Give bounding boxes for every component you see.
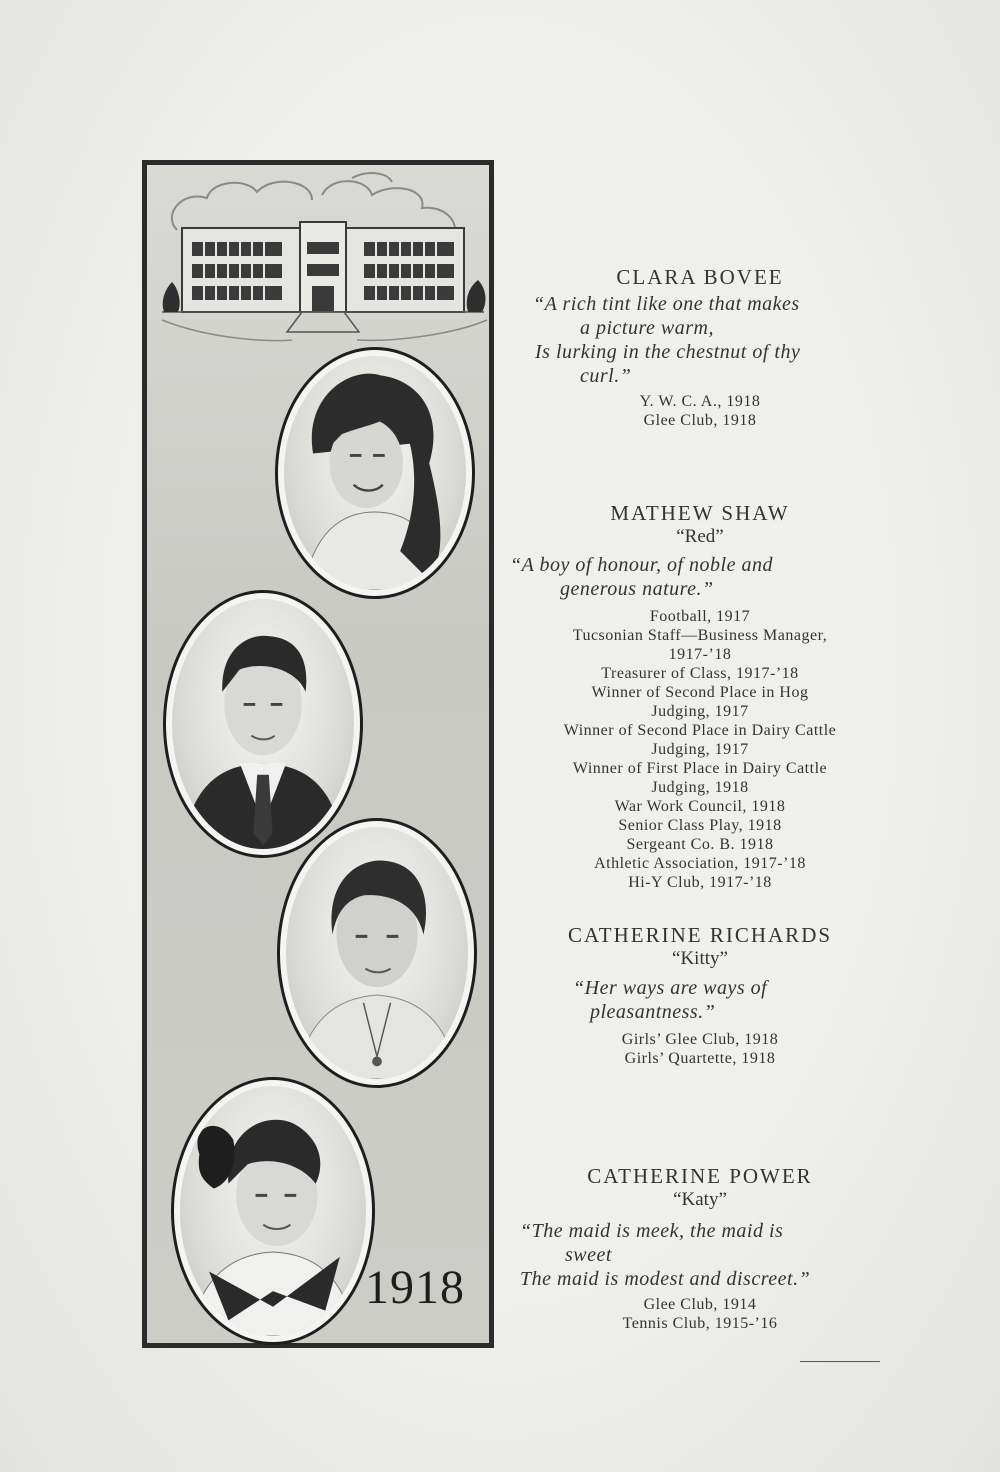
activity-item: Senior Class Play, 1918 bbox=[618, 817, 782, 834]
activities-list bbox=[505, 392, 895, 430]
activities-list bbox=[505, 1030, 895, 1068]
quote-line: generous nature.” bbox=[560, 578, 714, 600]
portrait-figure bbox=[284, 356, 466, 590]
activity-item: Judging, 1917 bbox=[651, 703, 749, 720]
activity-item: War Work Council, 1918 bbox=[614, 798, 786, 815]
activity-item: Hi-Y Club, 1917-’18 bbox=[628, 874, 772, 891]
school-building-illustration bbox=[152, 170, 494, 345]
student-nickname: “Katy” bbox=[673, 1189, 727, 1210]
activity-item: Glee Club, 1914 bbox=[643, 1296, 757, 1313]
student-quote bbox=[505, 553, 895, 601]
portrait-figure bbox=[180, 1086, 366, 1336]
activity-item: Treasurer of Class, 1917-’18 bbox=[601, 665, 799, 682]
activity-item: Glee Club, 1918 bbox=[643, 412, 757, 429]
student-quote bbox=[505, 1219, 895, 1291]
portrait-figure bbox=[172, 599, 354, 849]
student-name: CATHERINE POWER bbox=[587, 1164, 813, 1188]
quote-line: “A boy of honour, of noble and bbox=[510, 554, 773, 576]
quote-line: “The maid is meek, the maid is bbox=[520, 1220, 784, 1242]
student-nickname: “Red” bbox=[676, 526, 724, 547]
activity-item: Sergeant Co. B. 1918 bbox=[626, 836, 774, 853]
entry-clara-bovee bbox=[505, 264, 895, 430]
quote-line: pleasantness.” bbox=[590, 1001, 716, 1023]
portrait-mathew-shaw bbox=[163, 590, 363, 858]
activity-item: Winner of Second Place in Hog bbox=[591, 684, 809, 701]
student-name: MATHEW SHAW bbox=[610, 501, 790, 525]
student-quote bbox=[505, 976, 895, 1024]
activities-list bbox=[505, 607, 895, 892]
quote-line: “Her ways are ways of bbox=[573, 977, 768, 999]
activity-item: Winner of Second Place in Dairy Cattle bbox=[563, 722, 837, 739]
portrait-catherine-power bbox=[171, 1077, 375, 1345]
portrait-catherine-richards bbox=[277, 818, 477, 1088]
activity-item: Judging, 1918 bbox=[651, 779, 749, 796]
activity-item: Girls’ Glee Club, 1918 bbox=[621, 1031, 779, 1048]
student-name: CLARA BOVEE bbox=[616, 265, 784, 289]
quote-line: curl.” bbox=[580, 365, 632, 387]
quote-line: a picture warm, bbox=[580, 317, 714, 339]
activity-item: 1917-’18 bbox=[668, 646, 732, 663]
activities-list bbox=[505, 1295, 895, 1333]
quote-line: “A rich tint like one that makes bbox=[533, 293, 800, 315]
activity-item: Girls’ Quartette, 1918 bbox=[624, 1050, 776, 1067]
activity-item: Winner of First Place in Dairy Cattle bbox=[572, 760, 828, 777]
bottom-divider bbox=[800, 1361, 880, 1362]
portrait-figure bbox=[286, 827, 468, 1079]
student-name: CATHERINE RICHARDS bbox=[567, 923, 833, 947]
quote-line: sweet bbox=[565, 1244, 612, 1266]
activity-item: Football, 1917 bbox=[649, 608, 751, 625]
student-quote bbox=[505, 292, 895, 388]
photo-panel bbox=[142, 160, 494, 1348]
portrait-clara-bovee bbox=[275, 347, 475, 599]
activity-item: Tennis Club, 1915-’16 bbox=[622, 1315, 778, 1332]
year-label: 1918 bbox=[365, 1261, 465, 1314]
student-nickname: “Kitty” bbox=[672, 948, 728, 969]
activity-item: Judging, 1917 bbox=[651, 741, 749, 758]
entry-mathew-shaw bbox=[505, 500, 895, 892]
quote-line: Is lurking in the chestnut of thy bbox=[535, 341, 801, 363]
activity-item: Tucsonian Staff—Business Manager, bbox=[572, 627, 828, 644]
quote-line: The maid is modest and discreet.” bbox=[520, 1268, 811, 1290]
activity-item: Athletic Association, 1917-’18 bbox=[594, 855, 806, 872]
entry-catherine-richards bbox=[505, 922, 895, 1068]
entry-catherine-power bbox=[505, 1163, 895, 1333]
activity-item: Y. W. C. A., 1918 bbox=[639, 393, 761, 410]
